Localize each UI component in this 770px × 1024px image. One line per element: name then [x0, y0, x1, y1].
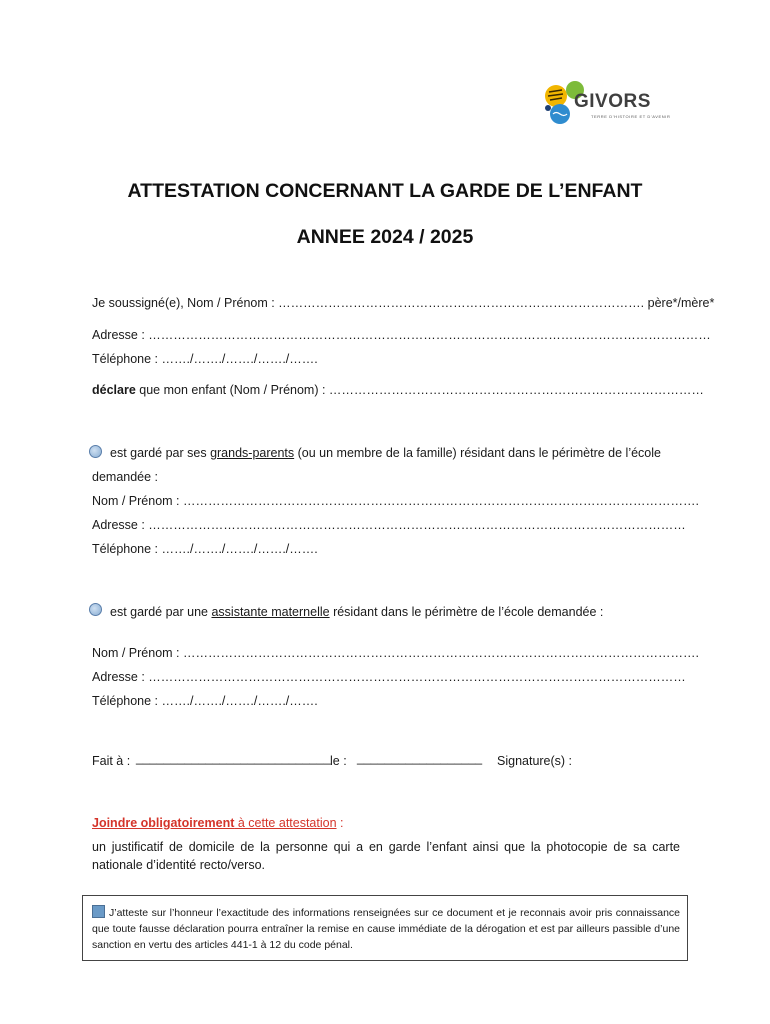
logo-tagline: TERRE D'HISTOIRE ET D'AVENIR [591, 114, 671, 119]
childminder-name-field[interactable]: Nom / Prénom : ……………………………………………………………………………………………………………. [92, 646, 699, 660]
parent-name-field[interactable]: Je soussigné(e), Nom / Prénom : ……………………………………………………………………………. père*/mère* [92, 296, 715, 310]
grandparents-name-field[interactable]: Nom / Prénom : ……………………………………………………………………………………………………………. [92, 494, 699, 508]
declare-keyword: déclare [92, 383, 136, 397]
option-grandparents-label: est gardé par ses grands-parents (ou un membre de la famille) résidant dans le périmètre de l’école [110, 446, 661, 460]
child-name-field[interactable] [92, 383, 704, 397]
childminder-address-field[interactable]: Adresse : ………………………………………………………………………………………………………………… [92, 670, 686, 684]
option-childminder-label: est gardé par une assistante maternelle résidant dans le périmètre de l’école demandée : [110, 605, 604, 619]
date-field[interactable]: __________________ [357, 751, 483, 765]
option-grandparents-label-cont: demandée : [92, 470, 159, 484]
grandparents-phone-field[interactable]: Téléphone : ……./……./……./……./……. [92, 542, 318, 556]
parent-phone-field[interactable]: Téléphone : ……./……./……./……./……. [92, 352, 318, 366]
signature-label: Signature(s) : [497, 754, 573, 768]
attachment-heading: Joindre obligatoirement à cette attestation : [92, 816, 344, 830]
declare-text: que mon enfant (Nom / Prénom) : ……………………………………………………………………………… [135, 383, 704, 397]
parent-address-field[interactable]: Adresse : ……………………………………………………………………………………………………………………… [92, 328, 711, 342]
date-label: le : [330, 754, 347, 768]
place-field[interactable]: ____________________________ [136, 751, 331, 765]
honour-text: J’atteste sur l’honneur l’exactitude des informations renseignées sur ce document et je reconnais avoir pris connaissance que toute fausse déclaration pourra entraîner la remise en cause immédiate de la dérogation et est par ailleurs passible d’une sanction en vertu des articles 441-1 à 12 du code pénal. [92, 907, 680, 951]
grandparents-address-field[interactable]: Adresse : ………………………………………………………………………………………………………………… [92, 518, 686, 532]
childminder-radio[interactable] [89, 603, 102, 616]
grandparents-radio[interactable] [89, 445, 102, 458]
logo-wordmark: GIVORS [574, 91, 651, 112]
honour-checkbox[interactable] [92, 905, 105, 918]
document-year: ANNEE 2024 / 2025 [296, 226, 474, 248]
place-label: Fait à : [92, 754, 131, 768]
attachment-text: un justificatif de domicile de la personne qui a en garde l’enfant ainsi que la photocopie de sa carte nationale d’identité recto/verso. [92, 840, 680, 872]
honour-statement [92, 905, 680, 953]
document-title: ATTESTATION CONCERNANT LA GARDE DE L’ENFANT [127, 180, 643, 202]
childminder-phone-field[interactable]: Téléphone : ……./……./……./……./……. [92, 694, 318, 708]
